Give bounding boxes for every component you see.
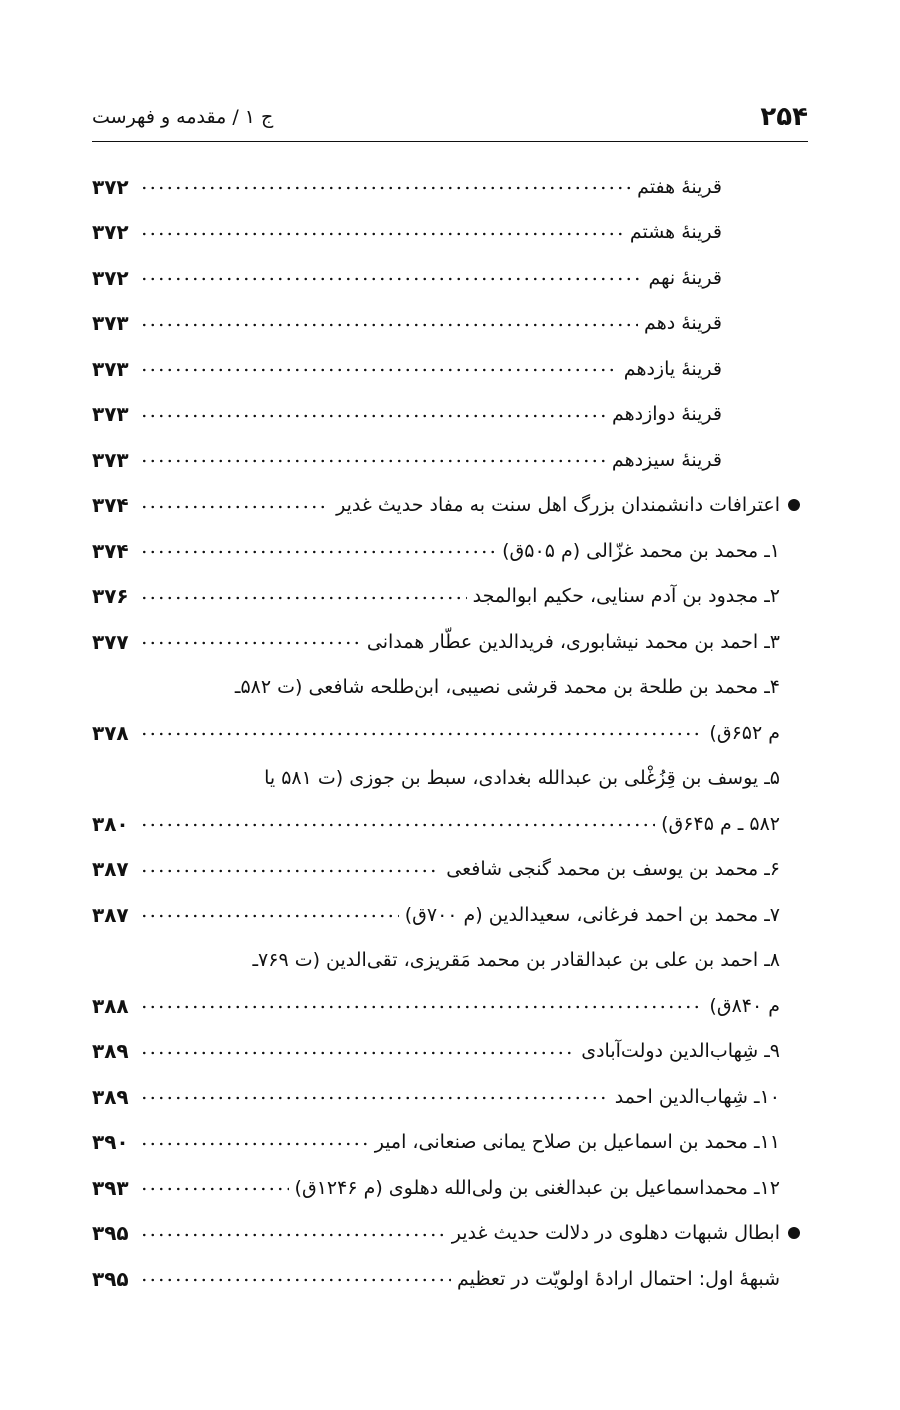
dot-leader <box>140 905 399 924</box>
dot-leader <box>140 359 618 378</box>
toc-page-number: ۳۷۲ <box>92 265 129 290</box>
dot-leader <box>140 1224 446 1243</box>
toc-page-number: ۳۷۷ <box>92 629 129 654</box>
page-number: ۲۵۴ <box>760 102 808 132</box>
bullet-slot <box>780 499 808 511</box>
toc-page-number: ۳۷۲ <box>92 174 129 199</box>
toc-page-number: ۳۷۳ <box>92 447 129 472</box>
toc-entry-title: قرينۀ سيزدهم <box>611 448 722 471</box>
dot-leader <box>140 1133 369 1152</box>
toc-entry <box>92 938 808 984</box>
toc-page-number: ۳۸۹ <box>92 1084 129 1109</box>
toc-entry <box>92 801 808 847</box>
toc-entry-title: ۸ـ احمد بن على بن عبدالقادر بن محمد مَقريزى، تقى‌الدين (ت ۷۶۹ـ <box>252 949 780 972</box>
page-header <box>92 96 808 138</box>
toc-entry <box>92 1074 808 1120</box>
dot-leader <box>140 541 496 560</box>
toc-entry <box>92 1211 808 1257</box>
toc-entry-title: ۷ـ محمد بن احمد فرغانى، سعيدالدين (م ۷۰۰ق) <box>404 903 780 926</box>
toc-entry-title: ۳ـ احمد بن محمد نيشابورى، فريدالدين عطّار همدانى <box>366 630 780 653</box>
running-title: ج ۱ / مقدمه و فهرست <box>92 106 274 128</box>
table-of-contents <box>92 164 808 1302</box>
dot-leader <box>140 1087 609 1106</box>
toc-entry-title: ۶ـ محمد بن يوسف بن محمد گنجى شافعى <box>446 858 780 881</box>
toc-entry-title: ۵ـ يوسف بن قِزُغْلى بن عبدالله بغدادى، سبط بن جوزى (ت ۵۸۱ يا <box>264 767 780 790</box>
toc-entry <box>92 619 808 665</box>
toc-entry <box>92 574 808 620</box>
toc-entry-title: م ۸۴۰ق) <box>709 994 780 1017</box>
toc-entry <box>92 1165 808 1211</box>
toc-entry <box>92 392 808 438</box>
dot-leader <box>140 450 606 469</box>
dot-leader <box>140 314 638 333</box>
toc-entry-title: ۹ـ شِهاب‌الدين دولت‌آبادى <box>581 1040 780 1063</box>
dot-leader <box>140 587 467 606</box>
toc-entry-title: ۴ـ محمد بن طلحة بن محمد قرشى نصيبى، ابن‌طلحه شافعى (ت ۵۸۲ـ <box>234 676 780 699</box>
toc-entry-title: قرينۀ نهم <box>648 266 722 289</box>
toc-entry-title: ۱۲ـ محمداسماعيل بن عبدالغنى بن ولى‌الله دهلوى (م ۱۲۴۶ق) <box>294 1176 780 1199</box>
toc-page-number: ۳۷۲ <box>92 220 129 245</box>
dot-leader <box>140 996 703 1015</box>
toc-page-number: ۳۷۸ <box>92 720 129 745</box>
dot-leader <box>140 632 361 651</box>
toc-entry <box>92 710 808 756</box>
toc-page-number: ۳۷۳ <box>92 356 129 381</box>
dot-leader <box>140 268 642 287</box>
toc-entry <box>92 437 808 483</box>
toc-page-number: ۳۹۰ <box>92 1130 129 1155</box>
toc-entry <box>92 301 808 347</box>
toc-entry <box>92 847 808 893</box>
toc-entry <box>92 983 808 1029</box>
toc-entry-title: اعترافات دانشمندان بزرگ اهل سنت به مفاد حديث غدير <box>336 494 780 517</box>
toc-entry <box>92 1256 808 1302</box>
bullet-icon <box>788 1227 800 1239</box>
toc-entry-title: ۱ـ محمد بن محمد غزّالى (م ۵۰۵ق) <box>502 539 780 562</box>
toc-entry <box>92 892 808 938</box>
bullet-icon <box>788 499 800 511</box>
toc-entry-title: ۱۱ـ محمد بن اسماعيل بن صلاح يمانى صنعانى، امير <box>374 1131 780 1154</box>
dot-leader <box>140 723 703 742</box>
toc-page-number: ۳۷۳ <box>92 311 129 336</box>
header-rule <box>92 141 808 142</box>
toc-entry <box>92 164 808 210</box>
dot-leader <box>140 496 330 515</box>
toc-page-number: ۳۸۸ <box>92 993 129 1018</box>
dot-leader <box>140 1178 289 1197</box>
toc-page-number: ۳۷۴ <box>92 538 129 563</box>
toc-entry-title: ۱۰ـ شِهاب‌الدين احمد <box>614 1085 780 1108</box>
toc-page-number: ۳۷۴ <box>92 493 129 518</box>
dot-leader <box>140 860 440 879</box>
toc-page-number: ۳۹۵ <box>92 1266 129 1291</box>
toc-page-number: ۳۹۵ <box>92 1221 129 1246</box>
toc-entry-title: قرينۀ هفتم <box>637 175 722 198</box>
toc-entry <box>92 483 808 529</box>
dot-leader <box>140 814 655 833</box>
dot-leader <box>140 1042 575 1061</box>
dot-leader <box>140 177 631 196</box>
toc-page-number: ۳۸۷ <box>92 857 129 882</box>
toc-entry-title: قرينۀ دهم <box>644 312 722 335</box>
toc-entry <box>92 1120 808 1166</box>
toc-page-number: ۳۷۳ <box>92 402 129 427</box>
toc-entry <box>92 210 808 256</box>
toc-page-number: ۳۸۷ <box>92 902 129 927</box>
toc-entry <box>92 756 808 802</box>
toc-entry-title: قرينۀ دوازدهم <box>611 403 722 426</box>
toc-entry-title: شبهۀ اول: احتمال ارادۀ اولويّت در تعظيم <box>456 1267 780 1290</box>
toc-entry-title: ۲ـ مجدود بن آدم سنايى، حكيم ابوالمجد <box>472 585 780 608</box>
toc-entry <box>92 1029 808 1075</box>
bullet-slot <box>780 1227 808 1239</box>
toc-entry-title: قرينۀ يازدهم <box>623 357 722 380</box>
toc-entry <box>92 528 808 574</box>
toc-entry <box>92 665 808 711</box>
toc-page-number: ۳۹۳ <box>92 1175 129 1200</box>
dot-leader <box>140 223 624 242</box>
toc-entry-title: م ۶۵۲ق) <box>709 721 780 744</box>
toc-entry <box>92 255 808 301</box>
toc-page-number: ۳۸۰ <box>92 811 129 836</box>
toc-entry-title: ۵۸۲ ـ م ۶۴۵ق) <box>661 812 780 835</box>
toc-entry-title: ابطال شبهات دهلوى در دلالت حديث غدير <box>451 1222 780 1245</box>
toc-entry <box>92 346 808 392</box>
toc-page-number: ۳۷۶ <box>92 584 129 609</box>
toc-entry-title: قرينۀ هشتم <box>629 221 722 244</box>
dot-leader <box>140 1269 451 1288</box>
toc-page-number: ۳۸۹ <box>92 1039 129 1064</box>
dot-leader <box>140 405 606 424</box>
